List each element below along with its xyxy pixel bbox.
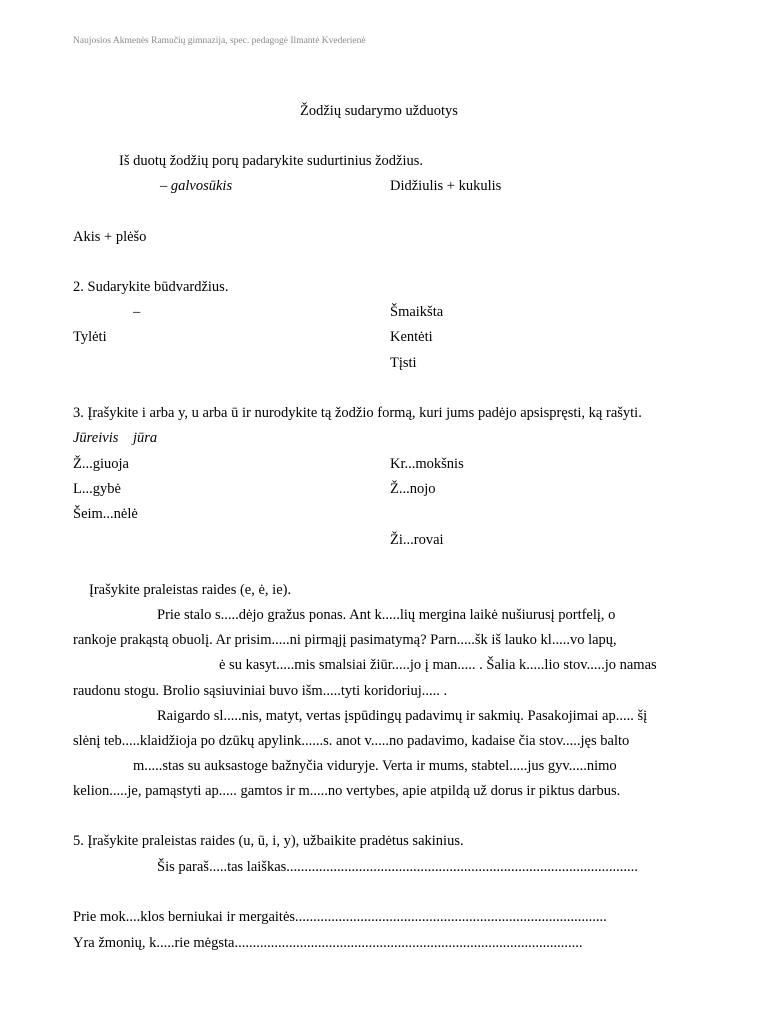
task2-item: Šmaikšta: [390, 304, 444, 320]
task5-heading: 5. Įrašykite praleistas raides (u, ū, i, y), užbaikite pradėtus sakinius.: [73, 833, 464, 849]
task4-line: m.....stas su auksastoge bažnyčia viduryje. Verta ir mums, stabtel.....jus gyv.....nimo: [133, 758, 617, 774]
task3-item: Šeim...nėlė: [73, 506, 138, 522]
task3-item: Kr...mokšnis: [390, 456, 464, 472]
task3-item: Ži...rovai: [390, 532, 444, 548]
task2-heading: 2. Sudarykite būdvardžius.: [73, 279, 229, 295]
task3-example-form: jūra: [133, 430, 158, 446]
task4-line: Raigardo sl.....nis, matyt, vertas įspūdingų padavimų ir sakmių. Pasakojimai ap..... šį: [157, 708, 648, 724]
task4-line: rankoje prakąstą obuolį. Ar prisim.....ni pirmąjį pasimatymą? Parn.....šk iš lauko kl.....vo lapų,: [73, 632, 617, 648]
task2-item: Kentėti: [390, 329, 433, 345]
task3-item: Ž...giuoja: [73, 456, 129, 472]
task5-line: Prie mok....klos berniukai ir mergaitės......................................................................................: [73, 909, 607, 925]
task3-heading: 3. Įrašykite i arba y, u arba ū ir nurodykite tą žodžio formą, kuri jums padėjo apsispręsti, ką rašyti.: [73, 405, 642, 421]
task4-heading: Įrašykite praleistas raides (e, ė, ie).: [89, 582, 292, 598]
task1-item: Akis + plėšo: [73, 229, 147, 245]
task1-example: – galvosūkis: [160, 178, 233, 194]
task1-item: Didžiulis + kukulis: [390, 178, 502, 194]
task1-instruction: Iš duotų žodžių porų padarykite sudurtinius žodžius.: [119, 153, 424, 169]
page-header: Naujosios Akmenės Ramučių gimnazija, spec. pedagogė Ilmantė Kvederienė: [73, 36, 366, 46]
task3-item: L...gybė: [73, 481, 121, 497]
task4-line: kelion.....je, pamąstyti ap..... gamtos ir m.....no vertybes, apie atpildą už dorus ir piktus darbus.: [73, 783, 621, 799]
task4-line: slėnį teb.....klaidžioja po dzūkų apylink......s. anot v.....no padavimo, kadaise čia stov.....jęs balto: [73, 733, 630, 749]
task4-line: raudonu stogu. Brolio sąsiuviniai buvo išm.....tyti koridoriuj..... .: [73, 683, 448, 699]
task4-line: Prie stalo s.....dėjo gražus ponas. Ant k.....lių mergina laikė nušiurusį portfelį, o: [157, 607, 616, 623]
task3-example-word: Jūreivis: [73, 430, 119, 446]
task2-item: Tįsti: [390, 355, 417, 371]
page-title: Žodžių sudarymo užduotys: [300, 103, 458, 119]
task5-line: Šis paraš.....tas laiškas.................................................................................................: [157, 859, 638, 875]
task4-line: ė su kasyt.....mis smalsiai žiūr.....jo į man..... . Šalia k.....lio stov.....jo namas: [219, 657, 657, 673]
task2-item: Tylėti: [73, 329, 107, 345]
task3-item: Ž...nojo: [390, 481, 436, 497]
task5-line: Yra žmonių, k.....rie mėgsta................................................................................................: [73, 935, 583, 951]
task2-dash: –: [133, 304, 141, 320]
